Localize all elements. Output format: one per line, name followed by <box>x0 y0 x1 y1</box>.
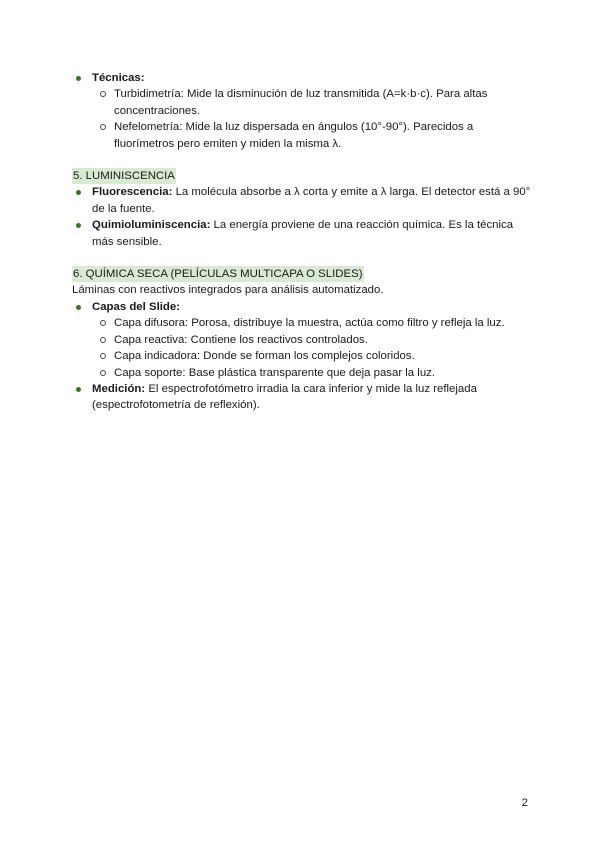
list-item <box>72 332 532 348</box>
list-item <box>72 86 532 119</box>
page-number: 2 <box>521 797 528 809</box>
list-item <box>72 315 532 331</box>
list-item <box>72 119 532 152</box>
list-item <box>72 184 532 217</box>
circle-bullet-icon <box>100 320 106 326</box>
list-item <box>72 365 532 381</box>
circle-bullet-icon <box>100 91 106 97</box>
term: Capas del Slide: <box>92 300 180 313</box>
list-item-text: Capa soporte: Base plástica transparente que deja pasar la luz. <box>114 366 436 379</box>
list-item-text: Turbidimetría: Mide la disminución de luz transmitida (A=k·b·c). Para altas concentraciones. <box>114 88 488 117</box>
list-item <box>72 381 532 414</box>
list-item <box>72 217 532 250</box>
bullet-icon <box>76 305 81 310</box>
section-heading-text: 6. QUÍMICA SECA (PELÍCULAS MULTICAPA O SLIDES) <box>72 266 364 282</box>
tecnicas-list <box>72 70 532 152</box>
list-item <box>72 70 532 152</box>
list-item-text: Nefelometría: Mide la luz dispersada en ángulos (10°-90°). Parecidos a fluorímetros pero emiten y miden la misma λ. <box>114 121 474 150</box>
circle-bullet-icon <box>100 370 106 376</box>
circle-bullet-icon <box>100 353 106 359</box>
section-heading <box>72 168 532 184</box>
bullet-icon <box>76 76 81 81</box>
list-item-text: La molécula absorbe a λ corta y emite a λ larga. El detector está a 90° de la fuente. <box>92 186 531 215</box>
list-item-text: El espectrofotómetro irradia la cara inferior y mide la luz reflejada (espectrofotometría de reflexión). <box>92 382 477 412</box>
quimica-seca-list <box>72 299 532 414</box>
list-item <box>72 299 532 381</box>
tecnicas-label: Técnicas: <box>92 72 145 84</box>
term: Fluorescencia: <box>92 186 173 199</box>
list-item <box>72 348 532 364</box>
bullet-icon <box>76 223 81 228</box>
luminiscencia-list <box>72 184 532 250</box>
list-item-text: Capa reactiva: Contiene los reactivos controlados. <box>114 333 368 346</box>
page-content <box>72 70 532 414</box>
intro-paragraph: Láminas con reactivos integrados para análisis automatizado. <box>72 284 384 297</box>
section-heading-text: 5. LUMINISCENCIA <box>72 168 176 184</box>
bullet-icon <box>76 387 81 392</box>
circle-bullet-icon <box>100 337 106 343</box>
tecnicas-sublist <box>72 86 532 152</box>
section-heading <box>72 266 532 282</box>
term: Medición: <box>92 382 146 395</box>
list-item-text: Capa difusora: Porosa, distribuye la muestra, actúa como filtro y refleja la luz. <box>114 317 505 330</box>
list-item-text: La energía proviene de una reacción química. Es la técnica más sensible. <box>92 219 514 248</box>
capas-sublist <box>72 315 532 381</box>
circle-bullet-icon <box>100 124 106 130</box>
list-item-text: Capa indicadora: Donde se forman los complejos coloridos. <box>114 350 415 363</box>
term: Quimioluminiscencia: <box>92 219 211 232</box>
bullet-icon <box>76 190 81 195</box>
